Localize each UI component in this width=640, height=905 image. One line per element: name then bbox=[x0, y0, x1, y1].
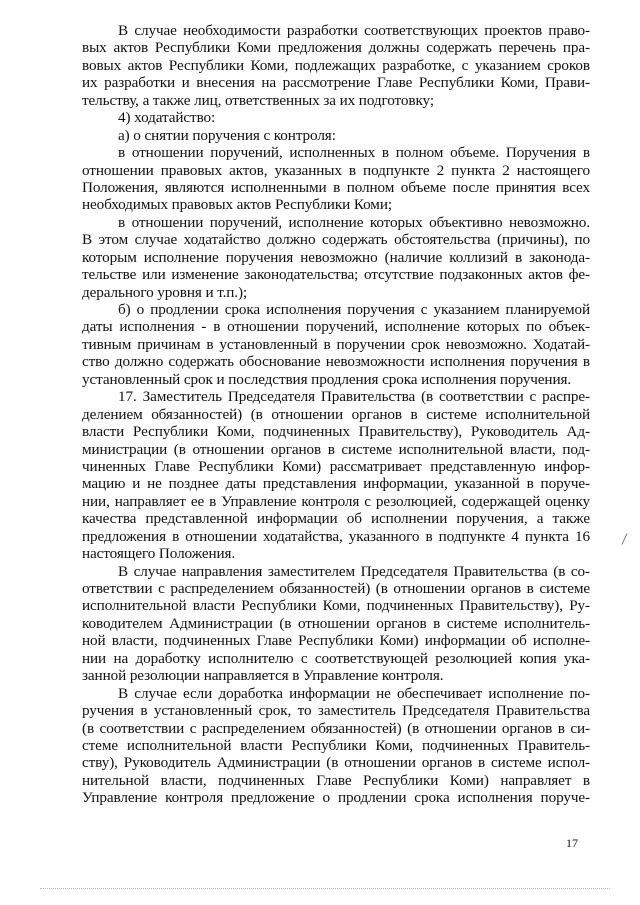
text-line: 4) ходатайство: bbox=[118, 109, 216, 127]
text-line: ководителем Администрации (в отношении органов в системе исполнитель- bbox=[82, 614, 590, 632]
text-line: в отношении поручений, исполненных в полном объеме. Поручения в bbox=[118, 144, 590, 162]
text-line: тивным причинам в установленный в поручении срок невозможно. Ходатай- bbox=[82, 335, 590, 353]
text-line: установленный срок и последствия продления срока исполнения поручения. bbox=[82, 370, 572, 388]
text-line: занной резолюции направляется в Управление контроля. bbox=[82, 667, 444, 685]
text-line: нии, направляет ее в Управление контроля с резолюцией, содержащей оценку bbox=[82, 492, 590, 510]
text-line: исполнительной власти Республики Коми, подчиненных Правительству), Ру- bbox=[82, 597, 590, 615]
text-line: В случае направления заместителем Председателя Правительства (в со- bbox=[118, 562, 590, 580]
text-line: чиненных Главе Республики Коми) рассматривает представленную инфор- bbox=[82, 457, 590, 475]
text-line: ству), Руководитель Администрации (в отношении органов в системе испол- bbox=[82, 754, 590, 772]
text-line: нии на доработку исполнителю с соответствующей резолюцией копия ука- bbox=[82, 649, 590, 667]
text-line: их разработки и внесения на рассмотрение Главе Республики Коми, Прави- bbox=[82, 74, 590, 92]
text-line: предложения в отношении ходатайства, указанного в подпункте 4 пункта 16 bbox=[82, 527, 590, 545]
text-line: В этом случае ходатайство должно содержать обстоятельства (причины), по bbox=[82, 231, 590, 249]
text-line: нительной власти, подчиненных Главе Республики Коми) направляет в bbox=[82, 771, 590, 789]
text-line: необходимых правовых актов Республики Коми; bbox=[82, 196, 392, 214]
text-line: тельстве или изменение законодательства; отсутствие подзаконных актов фе- bbox=[82, 266, 590, 284]
text-line: качества представленной информации об исполнении поручения, а также bbox=[82, 510, 590, 528]
text-line: б) о продлении срока исполнения поручения с указанием планируемой bbox=[118, 301, 590, 318]
page-number: 17 bbox=[566, 836, 578, 850]
text-line: вых актов Республики Коми предложения должны содержать перечень пра- bbox=[82, 39, 590, 57]
text-line: делением обязанностей) (в отношении органов в системе исполнительной bbox=[82, 405, 590, 423]
text-line: настоящего Положения. bbox=[82, 545, 236, 563]
text-line: ство должно содержать обоснование невозможности исполнения поручения в bbox=[82, 353, 590, 371]
text-line: ной власти, подчиненных Главе Республики Коми) информации об исполне- bbox=[82, 632, 590, 650]
text-line: В случае необходимости разработки соответствующих проектов право- bbox=[118, 22, 590, 39]
text-line: в отношении поручений, исполнение которых объективно невозможно. bbox=[118, 213, 590, 231]
text-line: которым исполнение поручения невозможно (наличие коллизий в законода- bbox=[82, 248, 590, 266]
page-bottom-rule bbox=[40, 888, 610, 890]
text-line: Управление контроля предложение о продлении срока исполнения поруче- bbox=[82, 789, 590, 807]
text-line: ответствии с распределением обязанностей) (в отношении органов в системе bbox=[82, 580, 590, 597]
text-line: Положения, являются исполненными в полном объеме после принятия всех bbox=[82, 178, 590, 196]
text-line: министрации (в отношении органов в системе исполнительной власти, под- bbox=[82, 440, 590, 458]
text-line: стеме исполнительной власти Республики Коми, подчиненных Правитель- bbox=[82, 736, 590, 754]
text-line: а) о снятии поручения с контроля: bbox=[118, 126, 336, 144]
scan-mark bbox=[622, 533, 628, 544]
text-line: 17. Заместитель Председателя Правительства (в соответствии с распре- bbox=[118, 388, 590, 406]
text-line: дерального уровня и т.п.); bbox=[82, 283, 248, 301]
text-line: даты исполнения - в отношении поручений, исполнение которых по объек- bbox=[82, 318, 590, 336]
text-line: (в соответствии с распределением обязанностей) (в отношении органов в си- bbox=[82, 719, 590, 737]
text-line: мацию и не позднее даты представления информации, указанной в поруче- bbox=[82, 475, 590, 493]
text-line: власти Республики Коми, подчиненных Правительству), Руководитель Ад- bbox=[82, 423, 590, 441]
text-line: отношении правовых актов, указанных в подпункте 2 пункта 2 настоящего bbox=[82, 161, 590, 179]
text-line: ручения в установленный срок, то заместитель Председателя Правительства bbox=[82, 702, 590, 720]
text-line: В случае если доработка информации не обеспечивает исполнение по- bbox=[118, 684, 590, 702]
text-line: тельству, а также лиц, ответственных за их подготовку; bbox=[82, 91, 434, 109]
text-line: вовых актов Республики Коми, подлежащих разработке, с указанием сроков bbox=[82, 56, 590, 74]
document-body bbox=[82, 22, 590, 807]
